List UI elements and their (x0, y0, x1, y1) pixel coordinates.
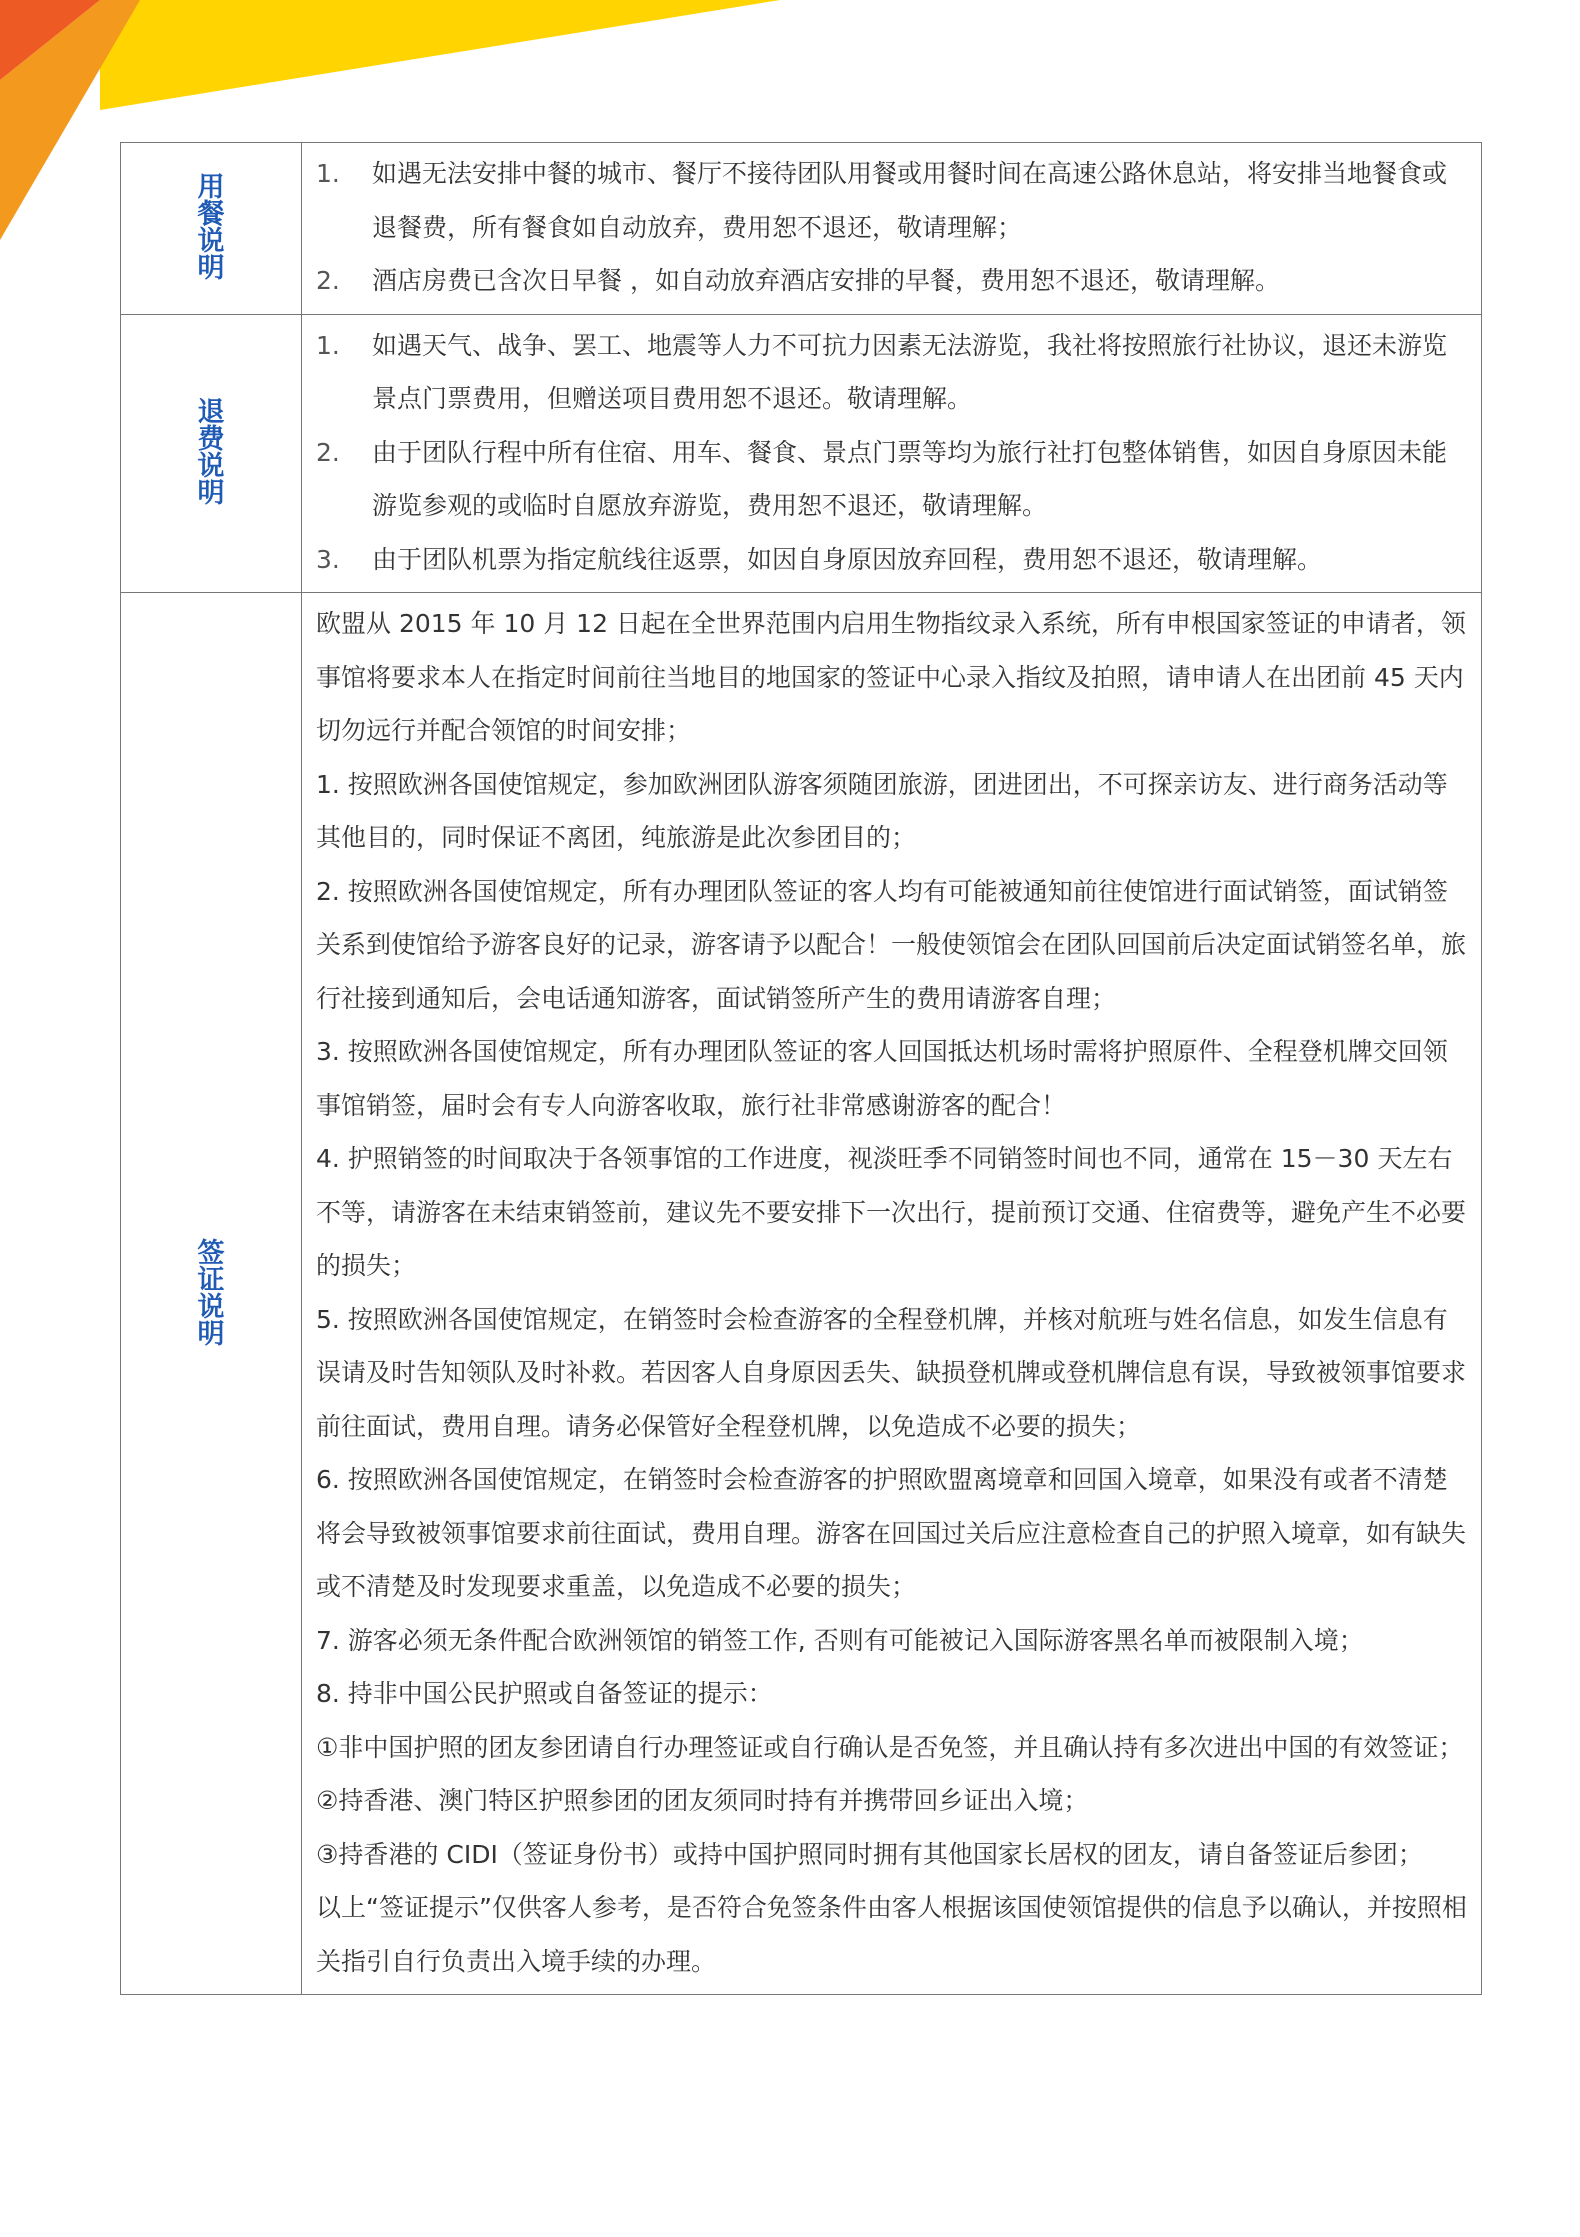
paragraph: 2. 按照欧洲各国使馆规定，所有办理团队签证的客人均有可能被通知前往使馆进行面试销签，面试销签关系到使馆给予游客良好的记录，游客请予以配合！一般使领馆会在团队回国前后决定面试销签名单，旅行社接到通知后，会电话通知游客，面试销签所产生的费用请游客自理； (316, 876, 1467, 1013)
list-item (316, 147, 1467, 254)
section-label: 签证说明 (197, 1237, 225, 1350)
section-label: 用餐说明 (197, 172, 225, 285)
section-label-cell (121, 593, 302, 1995)
section-row-refund (121, 314, 1482, 593)
paragraph: ②持香港、澳门特区护照参团的团友须同时持有并携带回乡证出入境； (316, 1786, 1089, 1815)
item-text: 酒店房费已含次日早餐 ，如自动放弃酒店安排的早餐，费用恕不退还，敬请理解。 (372, 266, 1280, 295)
section-label-cell (121, 143, 302, 315)
item-text: 如遇无法安排中餐的城市、餐厅不接待团队用餐或用餐时间在高速公路休息站，将安排当地餐食或退餐费，所有餐食如自动放弃，费用恕不退还，敬请理解； (372, 159, 1448, 242)
paragraph: ①非中国护照的团友参团请自行办理签证或自行确认是否免签，并且确认持有多次进出中国的有效签证； (316, 1732, 1464, 1762)
list-item (316, 319, 1467, 426)
paragraph: 7. 游客必须无条件配合欧洲领馆的销签工作, 否则有可能被记入国际游客黑名单而被限制入境； (316, 1625, 1364, 1655)
info-table (120, 142, 1482, 1995)
section-content (302, 314, 1482, 593)
paragraph: 4. 护照销签的时间取决于各领事馆的工作进度，视淡旺季不同销签时间也不同，通常在 15－30 天左右不等，请游客在未结束销签前，建议先不要安排下一次出行，提前预订交通、住宿费等，避免产生不必要的损失； (316, 1144, 1467, 1280)
paragraph: 8. 持非中国公民护照或自备签证的提示： (316, 1679, 773, 1708)
section-content (302, 143, 1482, 315)
paragraph: ③持香港的 CIDI（签证身份书）或持中国护照同时拥有其他国家长居权的团友，请自备签证后参团； (316, 1839, 1423, 1869)
paragraph: 5. 按照欧洲各国使馆规定，在销签时会检查游客的全程登机牌，并核对航班与姓名信息，如发生信息有误请及时告知领队及时补救。若因客人自身原因丢失、缺损登机牌或登机牌信息有误，导致被领事馆要求前往面试，费用自理。请务必保管好全程登机牌，以免造成不必要的损失； (316, 1304, 1467, 1441)
yellow-stripe (100, 0, 780, 110)
paragraph: 1. 按照欧洲各国使馆规定，参加欧洲团队游客须随团旅游，团进团出，不可探亲访友、进行商务活动等其他目的，同时保证不离团，纯旅游是此次参团目的； (316, 769, 1448, 852)
paragraph: 欧盟从 2015 年 10 月 12 日起在全世界范围内启用生物指纹录入系统，所有申根国家签证的申请者，领事馆将要求本人在指定时间前往当地目的地国家的签证中心录入指纹及拍照，请申请人在出团前 45 天内切勿远行并配合领馆的时间安排； (316, 609, 1466, 745)
item-text: 由于团队机票为指定航线往返票，如因自身原因放弃回程，费用恕不退还，敬请理解。 (372, 544, 1323, 574)
section-row-visa (121, 593, 1482, 1995)
list-item (316, 533, 1467, 587)
item-text: 如遇天气、战争、罢工、地震等人力不可抗力因素无法游览，我社将按照旅行社协议，退还未游览景点门票费用，但赠送项目费用恕不退还。敬请理解。 (372, 330, 1448, 413)
paragraph: 6. 按照欧洲各国使馆规定，在销签时会检查游客的护照欧盟离境章和回国入境章，如果没有或者不清楚将会导致被领事馆要求前往面试，费用自理。游客在回国过关后应注意检查自己的护照入境章，如有缺失或不清楚及时发现要求重盖，以免造成不必要的损失； (316, 1465, 1467, 1601)
item-text: 由于团队行程中所有住宿、用车、餐食、景点门票等均为旅行社打包整体销售，如因自身原因未能游览参观的或临时自愿放弃游览，费用恕不退还，敬请理解。 (372, 437, 1448, 520)
section-label: 退费说明 (197, 397, 225, 510)
section-content (302, 593, 1482, 1995)
paragraph: 以上“签证提示”仅供客人参考，是否符合免签条件由客人根据该国使领馆提供的信息予以确认，并按照相关指引自行负责出入境手续的办理。 (316, 1893, 1467, 1976)
list-item (316, 426, 1467, 533)
section-label-cell (121, 314, 302, 593)
item-number: 3. (316, 544, 340, 574)
item-number: 1. (316, 330, 340, 360)
item-number: 2. (316, 266, 340, 295)
item-number: 1. (316, 159, 340, 188)
item-number: 2. (316, 437, 340, 467)
section-row-meals (121, 143, 1482, 315)
paragraph: 3. 按照欧洲各国使馆规定，所有办理团队签证的客人回国抵达机场时需将护照原件、全程登机牌交回领事馆销签，届时会有专人向游客收取，旅行社非常感谢游客的配合！ (316, 1037, 1448, 1120)
list-item (316, 254, 1467, 308)
